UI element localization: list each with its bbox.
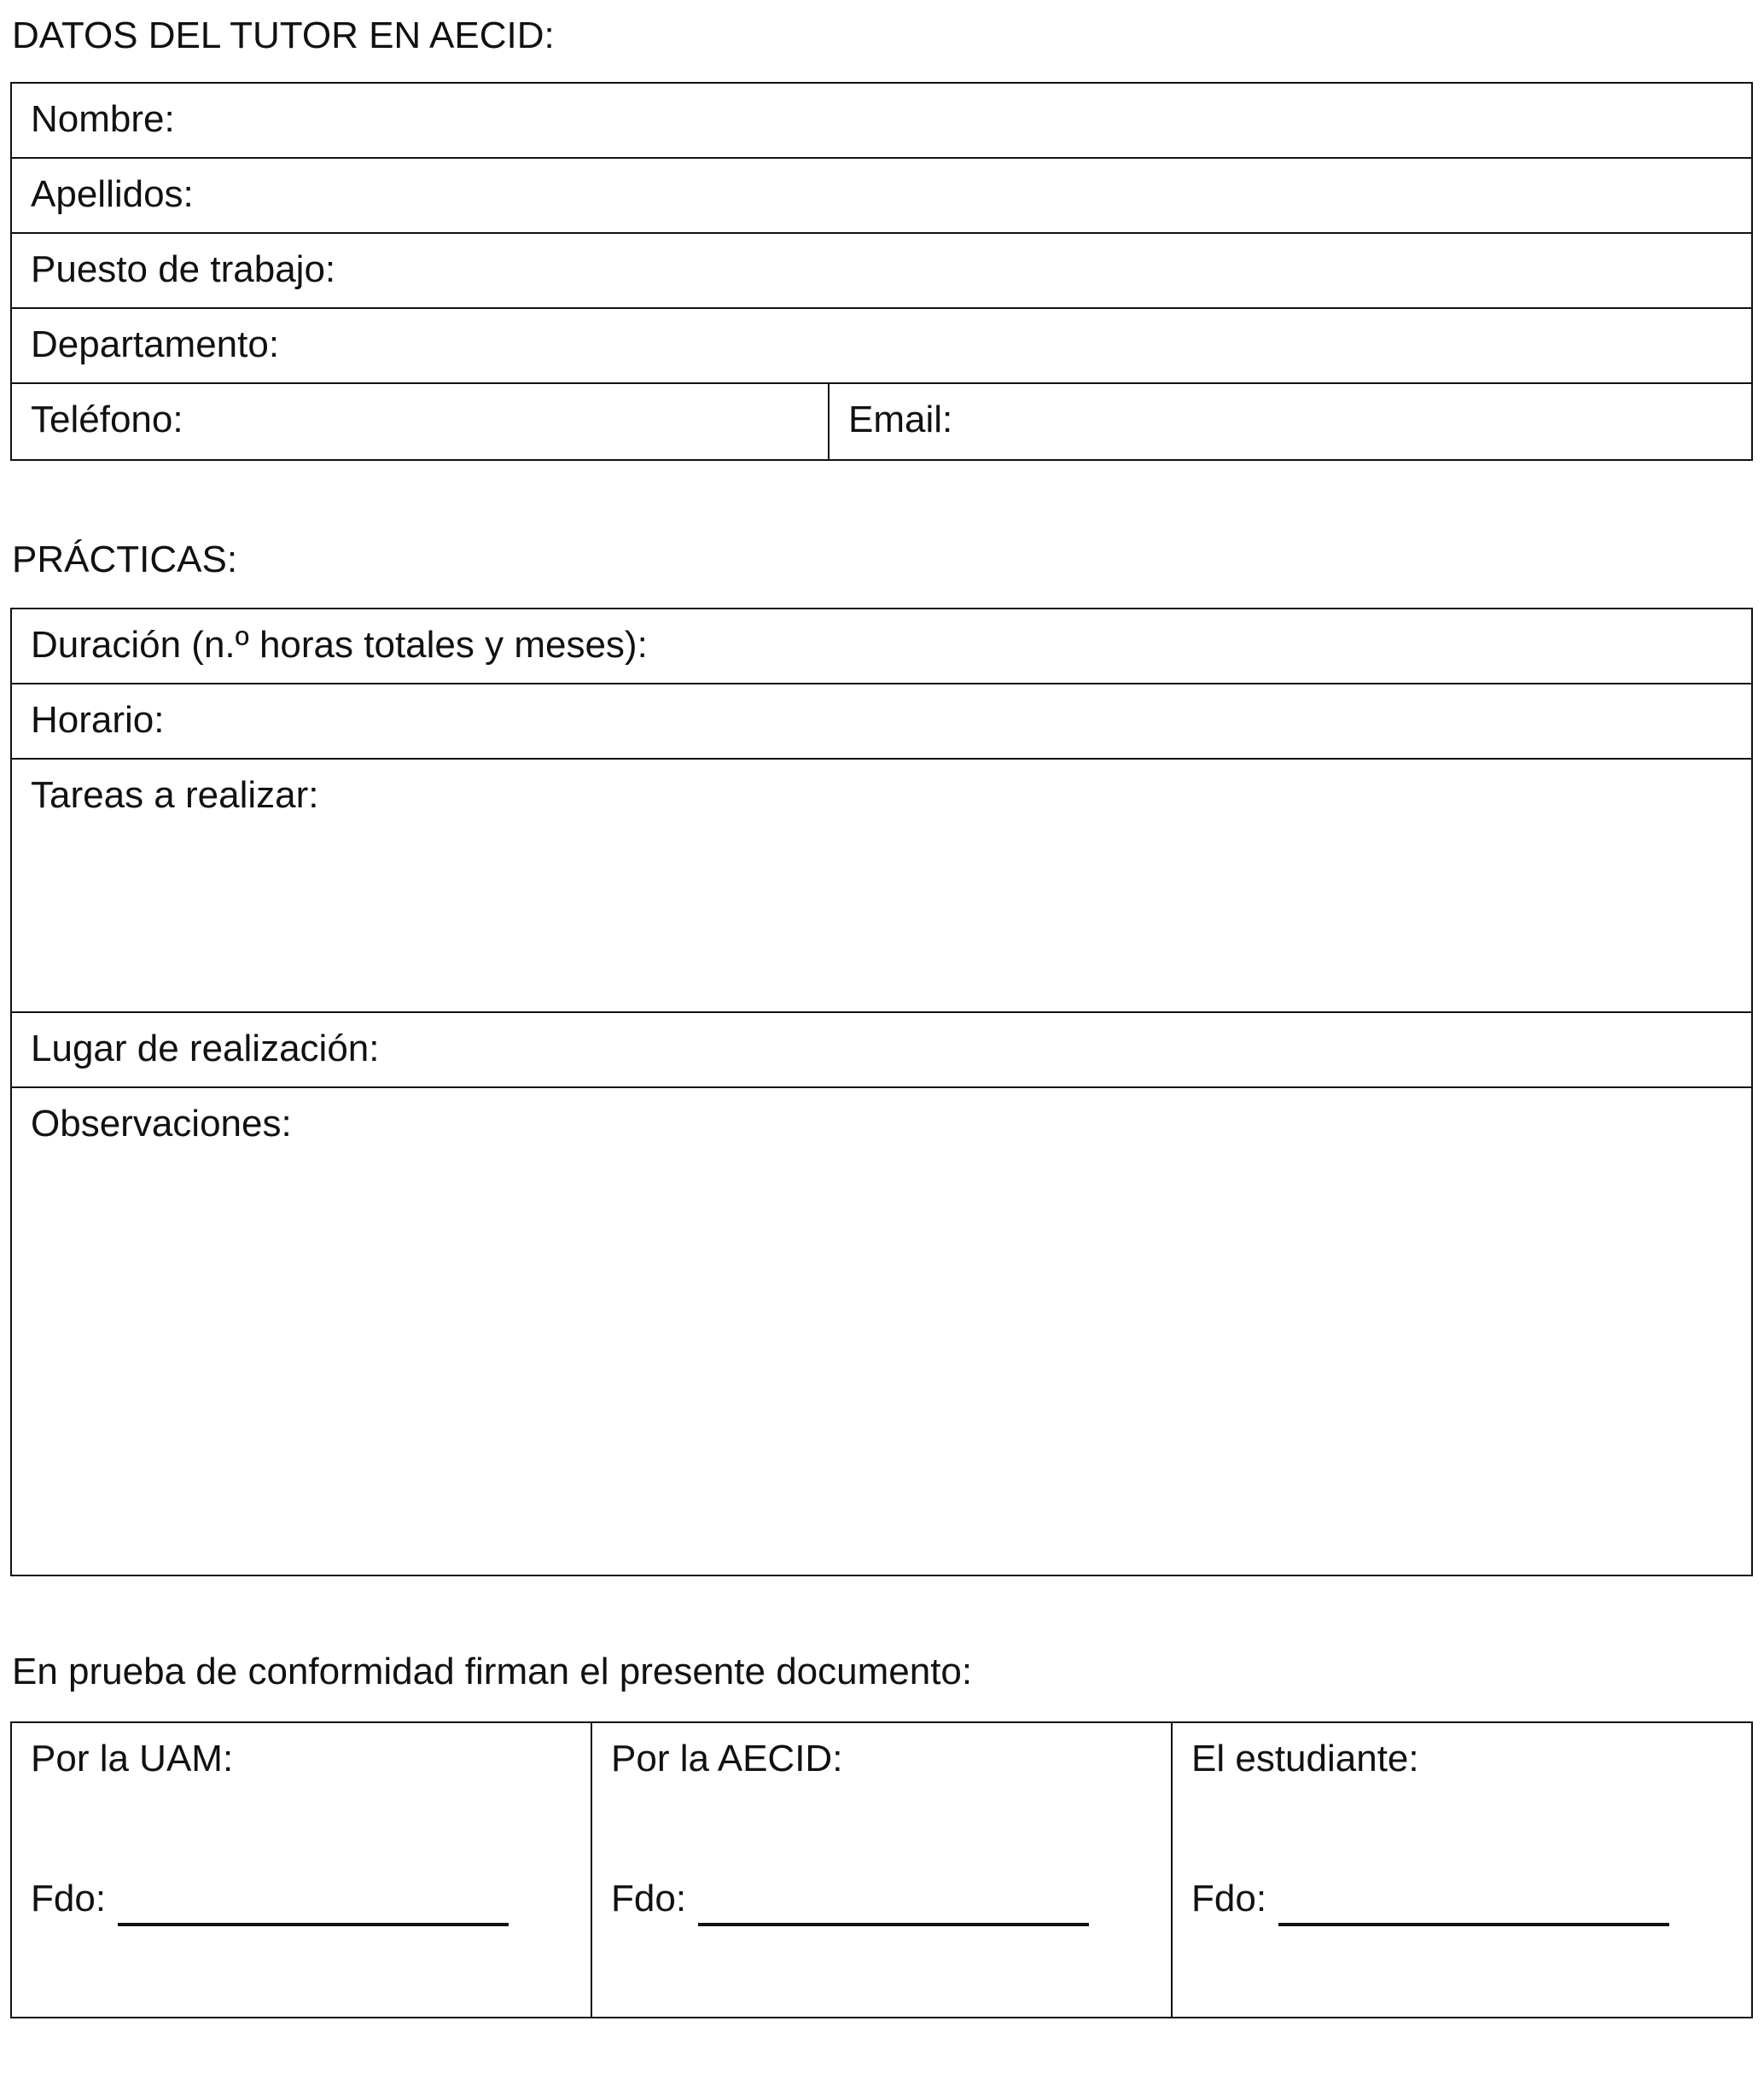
observaciones-field[interactable]	[12, 1088, 1751, 1575]
tareas-label: Tareas a realizar:	[31, 774, 319, 816]
signature-aecid-title: Por la AECID:	[611, 1738, 843, 1779]
signature-uam-title: Por la UAM:	[31, 1738, 234, 1779]
observaciones-label: Observaciones:	[31, 1103, 292, 1144]
tutor-section-heading: DATOS DEL TUTOR EN AECID:	[12, 15, 555, 56]
nombre-label: Nombre:	[31, 98, 175, 140]
lugar-label: Lugar de realización:	[31, 1028, 380, 1069]
duracion-field[interactable]	[12, 609, 1751, 684]
contact-row	[12, 384, 1751, 459]
puesto-field[interactable]	[12, 234, 1751, 309]
signature-uam[interactable]	[12, 1723, 591, 2017]
horario-label: Horario:	[31, 699, 165, 741]
apellidos-label: Apellidos:	[31, 173, 194, 215]
signature-uam-fdo	[31, 1880, 509, 1918]
apellidos-field[interactable]	[12, 159, 1751, 234]
practicas-table	[10, 608, 1753, 1576]
email-field[interactable]	[828, 384, 1751, 459]
signature-estudiante[interactable]	[1171, 1723, 1751, 2017]
email-label: Email:	[848, 399, 953, 440]
tutor-data-table	[10, 82, 1753, 461]
telefono-label: Teléfono:	[31, 399, 183, 440]
signature-uam-fdo-label: Fdo:	[31, 1878, 107, 1919]
signature-estudiante-title: El estudiante:	[1191, 1738, 1419, 1779]
signatures-intro: En prueba de conformidad firman el presente documento:	[12, 1651, 973, 1692]
lugar-field[interactable]	[12, 1013, 1751, 1088]
nombre-field[interactable]	[12, 84, 1751, 159]
puesto-label: Puesto de trabajo:	[31, 248, 336, 290]
signature-aecid-line[interactable]	[698, 1923, 1089, 1926]
signature-estudiante-fdo-label: Fdo:	[1191, 1878, 1267, 1919]
practicas-section-heading: PRÁCTICAS:	[12, 539, 238, 580]
signature-estudiante-line[interactable]	[1278, 1923, 1669, 1926]
duracion-label: Duración (n.º horas totales y meses):	[31, 624, 648, 666]
signature-uam-line[interactable]	[118, 1923, 509, 1926]
signature-aecid[interactable]	[591, 1723, 1171, 2017]
telefono-field[interactable]	[12, 384, 828, 459]
horario-field[interactable]	[12, 684, 1751, 760]
departamento-label: Departamento:	[31, 323, 280, 365]
signature-aecid-fdo-label: Fdo:	[611, 1878, 687, 1919]
signature-aecid-fdo	[611, 1880, 1089, 1918]
tareas-field[interactable]	[12, 760, 1751, 1013]
signature-estudiante-fdo	[1191, 1880, 1669, 1918]
signatures-table	[10, 1721, 1753, 2018]
departamento-field[interactable]	[12, 309, 1751, 384]
